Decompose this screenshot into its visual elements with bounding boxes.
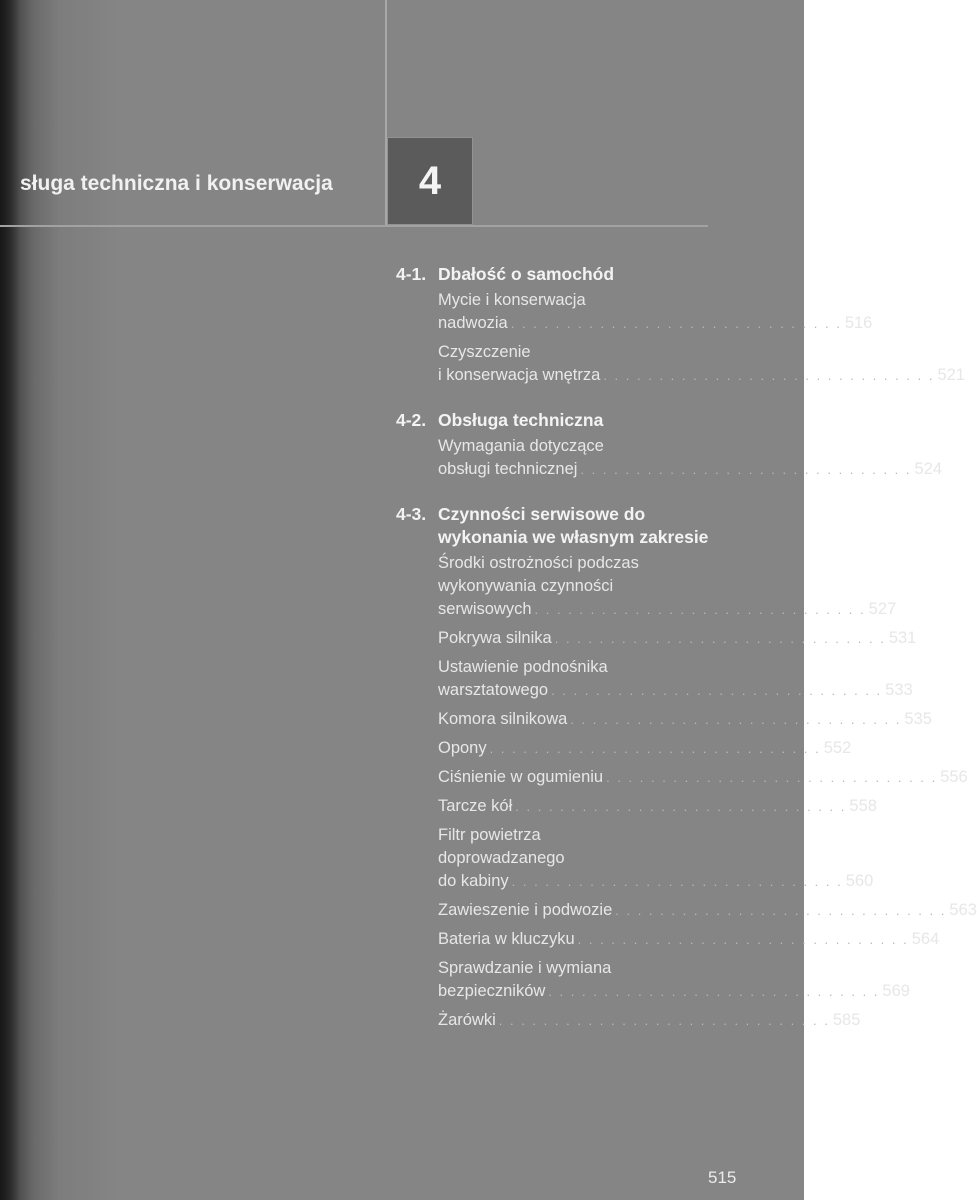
- toc-entry-text: Bateria w kluczyku: [438, 930, 575, 948]
- toc-entry-text: Ustawienie podnośnika: [438, 658, 608, 676]
- toc-entry-row: [438, 737, 852, 760]
- toc-entry-text: Filtr powietrza: [438, 826, 541, 844]
- toc-entry-page: 533: [885, 681, 913, 699]
- leader-dots: . . . . . . . . . . . . . . . . . . . . . . . . . . . . . .: [498, 1013, 830, 1028]
- toc-entry-text: Tarcze kół: [438, 797, 513, 815]
- toc-entry-text: Mycie i konserwacja: [438, 291, 586, 309]
- leader-dots: . . . . . . . . . . . . . . . . . . . . . . . . . . . . . .: [551, 683, 883, 698]
- toc-entry[interactable]: [438, 627, 917, 650]
- toc-section-number: 4-1.: [396, 264, 427, 284]
- toc-section-title: Czynności serwisowe do wykonania we własnym zakresie: [438, 504, 709, 547]
- toc-entry-text: Komora silnikowa: [438, 710, 568, 728]
- toc-entry-row: [438, 364, 965, 387]
- toc-entry[interactable]: [438, 957, 910, 1003]
- leader-dots: . . . . . . . . . . . . . . . . . . . . . . . . . . . . . .: [606, 770, 938, 785]
- toc-entry-text: Czyszczenie: [438, 343, 531, 361]
- toc-entry-page: 585: [832, 1011, 861, 1029]
- toc-entry-row: [438, 1009, 861, 1032]
- leader-dots: . . . . . . . . . . . . . . . . . . . . . . . . . . . . . .: [580, 462, 912, 477]
- toc-entry-row: [438, 679, 913, 702]
- toc-section-heading: [396, 503, 716, 549]
- toc-entry-page: 569: [882, 982, 910, 1000]
- toc-entry-page: 527: [868, 600, 897, 618]
- toc-entry[interactable]: [438, 656, 913, 702]
- toc-entry-page: 564: [911, 930, 940, 948]
- toc-entry-text: doprowadzanego: [438, 849, 565, 867]
- toc-entry-page: 521: [937, 366, 965, 384]
- horizontal-rule: [0, 225, 708, 227]
- toc-entries: [438, 552, 977, 1032]
- toc-entry[interactable]: [438, 1009, 861, 1032]
- toc-entry-text: Sprawdzanie i wymiana: [438, 959, 612, 977]
- toc-entry-row: [438, 899, 977, 922]
- toc-entry-text: obsługi technicznej: [438, 460, 578, 478]
- toc-entry[interactable]: [438, 737, 852, 760]
- toc-section: [396, 409, 943, 481]
- toc-section: [396, 263, 965, 387]
- toc-entry-page: 552: [823, 739, 852, 757]
- toc-entry-text: Wymagania dotyczące: [438, 437, 604, 455]
- toc-entry-page: 558: [849, 797, 877, 815]
- leader-dots: . . . . . . . . . . . . . . . . . . . . . . . . . . . . . .: [548, 984, 880, 999]
- table-of-contents: [396, 263, 977, 1054]
- toc-section-number: 4-2.: [396, 410, 427, 430]
- toc-entry-row: [438, 870, 874, 893]
- toc-section-heading: [396, 409, 716, 432]
- leader-dots: . . . . . . . . . . . . . . . . . . . . . . . . . . . . . .: [534, 602, 866, 617]
- toc-entry-row: [438, 598, 897, 621]
- toc-entry-text: Żarówki: [438, 1011, 496, 1029]
- toc-entry-page: 524: [914, 460, 943, 478]
- toc-entry-page: 560: [845, 872, 874, 890]
- leader-dots: . . . . . . . . . . . . . . . . . . . . . . . . . . . . . .: [515, 799, 847, 814]
- toc-section-title: Obsługa techniczna: [438, 410, 604, 430]
- toc-entry-page: 563: [949, 901, 977, 919]
- toc-entry-text: bezpieczników: [438, 982, 546, 1000]
- toc-entry-page: 516: [844, 314, 873, 332]
- toc-entry-text: Pokrywa silnika: [438, 629, 552, 647]
- toc-entry-page: 556: [940, 768, 968, 786]
- toc-section-title: Dbałość o samochód: [438, 264, 615, 284]
- leader-dots: . . . . . . . . . . . . . . . . . . . . . . . . . . . . . .: [554, 631, 886, 646]
- toc-entry-text: warsztatowego: [438, 681, 549, 699]
- chapter-number: 4: [418, 158, 442, 203]
- toc-entry-text: wykonywania czynności: [438, 577, 614, 595]
- toc-entry[interactable]: [438, 928, 940, 951]
- toc-entry[interactable]: [438, 899, 977, 922]
- toc-entry-row: [438, 312, 873, 335]
- leader-dots: . . . . . . . . . . . . . . . . . . . . . . . . . . . . . .: [511, 874, 843, 889]
- toc-entry[interactable]: [438, 824, 874, 893]
- toc-entries: [438, 289, 965, 387]
- toc-entry-row: [438, 928, 940, 951]
- toc-entry-text: serwisowych: [438, 600, 532, 618]
- toc-entry-text: do kabiny: [438, 872, 509, 890]
- toc-entry-row: [438, 627, 917, 650]
- leader-dots: . . . . . . . . . . . . . . . . . . . . . . . . . . . . . .: [570, 712, 902, 727]
- toc-entry[interactable]: [438, 708, 932, 731]
- toc-entry[interactable]: [438, 341, 965, 387]
- toc-entry-text: Zawieszenie i podwozie: [438, 901, 613, 919]
- leader-dots: . . . . . . . . . . . . . . . . . . . . . . . . . . . . . .: [615, 903, 947, 918]
- toc-entry-text: nadwozia: [438, 314, 508, 332]
- leader-dots: . . . . . . . . . . . . . . . . . . . . . . . . . . . . . .: [489, 741, 821, 756]
- toc-entry-row: [438, 766, 968, 789]
- toc-entry-text: i konserwacja wnętrza: [438, 366, 601, 384]
- toc-entry-page: 535: [904, 710, 932, 728]
- toc-entry-row: [438, 708, 932, 731]
- toc-entry[interactable]: [438, 766, 968, 789]
- binding-shadow: [0, 0, 20, 1200]
- toc-section: [396, 503, 977, 1032]
- toc-entry-row: [438, 795, 877, 818]
- leader-dots: . . . . . . . . . . . . . . . . . . . . . . . . . . . . . .: [603, 368, 935, 383]
- toc-entry[interactable]: [438, 552, 897, 621]
- chapter-tab: [387, 137, 473, 225]
- toc-section-number: 4-3.: [396, 504, 427, 524]
- toc-entry[interactable]: [438, 435, 943, 481]
- toc-entry-row: [438, 980, 910, 1003]
- leader-dots: . . . . . . . . . . . . . . . . . . . . . . . . . . . . . .: [510, 316, 842, 331]
- toc-entry-row: [438, 458, 943, 481]
- page-number: 515: [708, 1168, 737, 1187]
- toc-entry-text: Opony: [438, 739, 487, 757]
- toc-entries: [438, 435, 943, 481]
- toc-entry-page: 531: [888, 629, 917, 647]
- toc-entry-text: Środki ostrożności podczas: [438, 554, 639, 572]
- leader-dots: . . . . . . . . . . . . . . . . . . . . . . . . . . . . . .: [577, 932, 909, 947]
- toc-section-heading: [396, 263, 716, 286]
- section-title: sługa techniczna i konserwacja: [20, 172, 333, 195]
- toc-entry[interactable]: [438, 795, 877, 818]
- toc-entry[interactable]: [438, 289, 873, 335]
- toc-entry-text: Ciśnienie w ogumieniu: [438, 768, 604, 786]
